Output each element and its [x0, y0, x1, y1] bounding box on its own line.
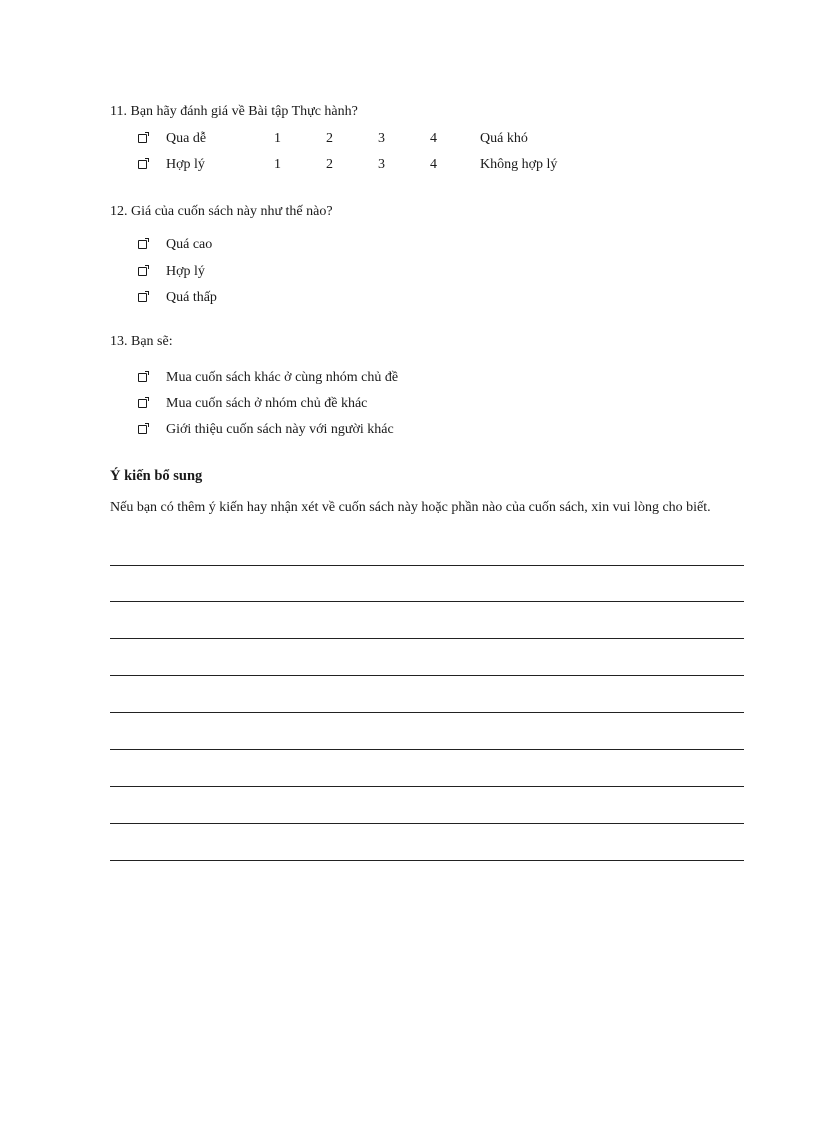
checkbox-icon[interactable] — [138, 399, 147, 408]
answer-line[interactable] — [110, 712, 744, 713]
checkbox-icon[interactable] — [138, 240, 147, 249]
option-label: Giới thiệu cuốn sách này với người khác — [166, 422, 394, 437]
q11-row-right-label: Không hợp lý — [480, 157, 558, 172]
rating-1[interactable]: 1 — [274, 157, 281, 172]
rating-2[interactable]: 2 — [326, 157, 333, 172]
answer-line[interactable] — [110, 860, 744, 861]
answer-line[interactable] — [110, 786, 744, 787]
q11-row-reasonable[interactable] — [138, 156, 598, 174]
checkbox-icon[interactable] — [138, 373, 147, 382]
q11-row-right-label: Quá khó — [480, 131, 528, 146]
rating-3[interactable]: 3 — [378, 131, 385, 146]
answer-line[interactable] — [110, 823, 744, 824]
answer-line[interactable] — [110, 565, 744, 566]
checkbox-icon[interactable] — [138, 425, 147, 434]
checkbox-icon[interactable] — [138, 267, 147, 276]
q11-title: 11. Bạn hãy đánh giá về Bài tập Thực hành? — [110, 104, 358, 119]
checkbox-icon[interactable] — [138, 134, 147, 143]
option-label: Quá cao — [166, 237, 213, 252]
rating-3[interactable]: 3 — [378, 157, 385, 172]
rating-4[interactable]: 4 — [430, 157, 437, 172]
q11-row-label: Qua dễ — [166, 131, 207, 146]
rating-2[interactable]: 2 — [326, 131, 333, 146]
feedback-instructions: Nếu bạn có thêm ý kiến hay nhận xét về cuốn sách này hoặc phần nào của cuốn sách, xin vui lòng cho biết. — [110, 500, 711, 515]
checkbox-icon[interactable] — [138, 293, 147, 302]
rating-4[interactable]: 4 — [430, 131, 437, 146]
answer-line[interactable] — [110, 675, 744, 676]
option-label: Quá thấp — [166, 290, 217, 305]
checkbox-icon[interactable] — [138, 160, 147, 169]
q13-title: 13. Bạn sẽ: — [110, 334, 173, 349]
option-label: Mua cuốn sách ở nhóm chủ đề khác — [166, 396, 368, 411]
answer-line[interactable] — [110, 749, 744, 750]
q11-row-label: Hợp lý — [166, 157, 205, 172]
answer-line[interactable] — [110, 638, 744, 639]
feedback-heading: Ý kiến bổ sung — [110, 468, 203, 484]
q12-title: 12. Giá của cuốn sách này như thế nào? — [110, 204, 333, 219]
answer-line[interactable] — [110, 601, 744, 602]
q11-row-difficulty[interactable] — [138, 130, 598, 148]
rating-1[interactable]: 1 — [274, 131, 281, 146]
option-label: Hợp lý — [166, 264, 205, 279]
option-label: Mua cuốn sách khác ở cùng nhóm chủ đề — [166, 370, 399, 385]
